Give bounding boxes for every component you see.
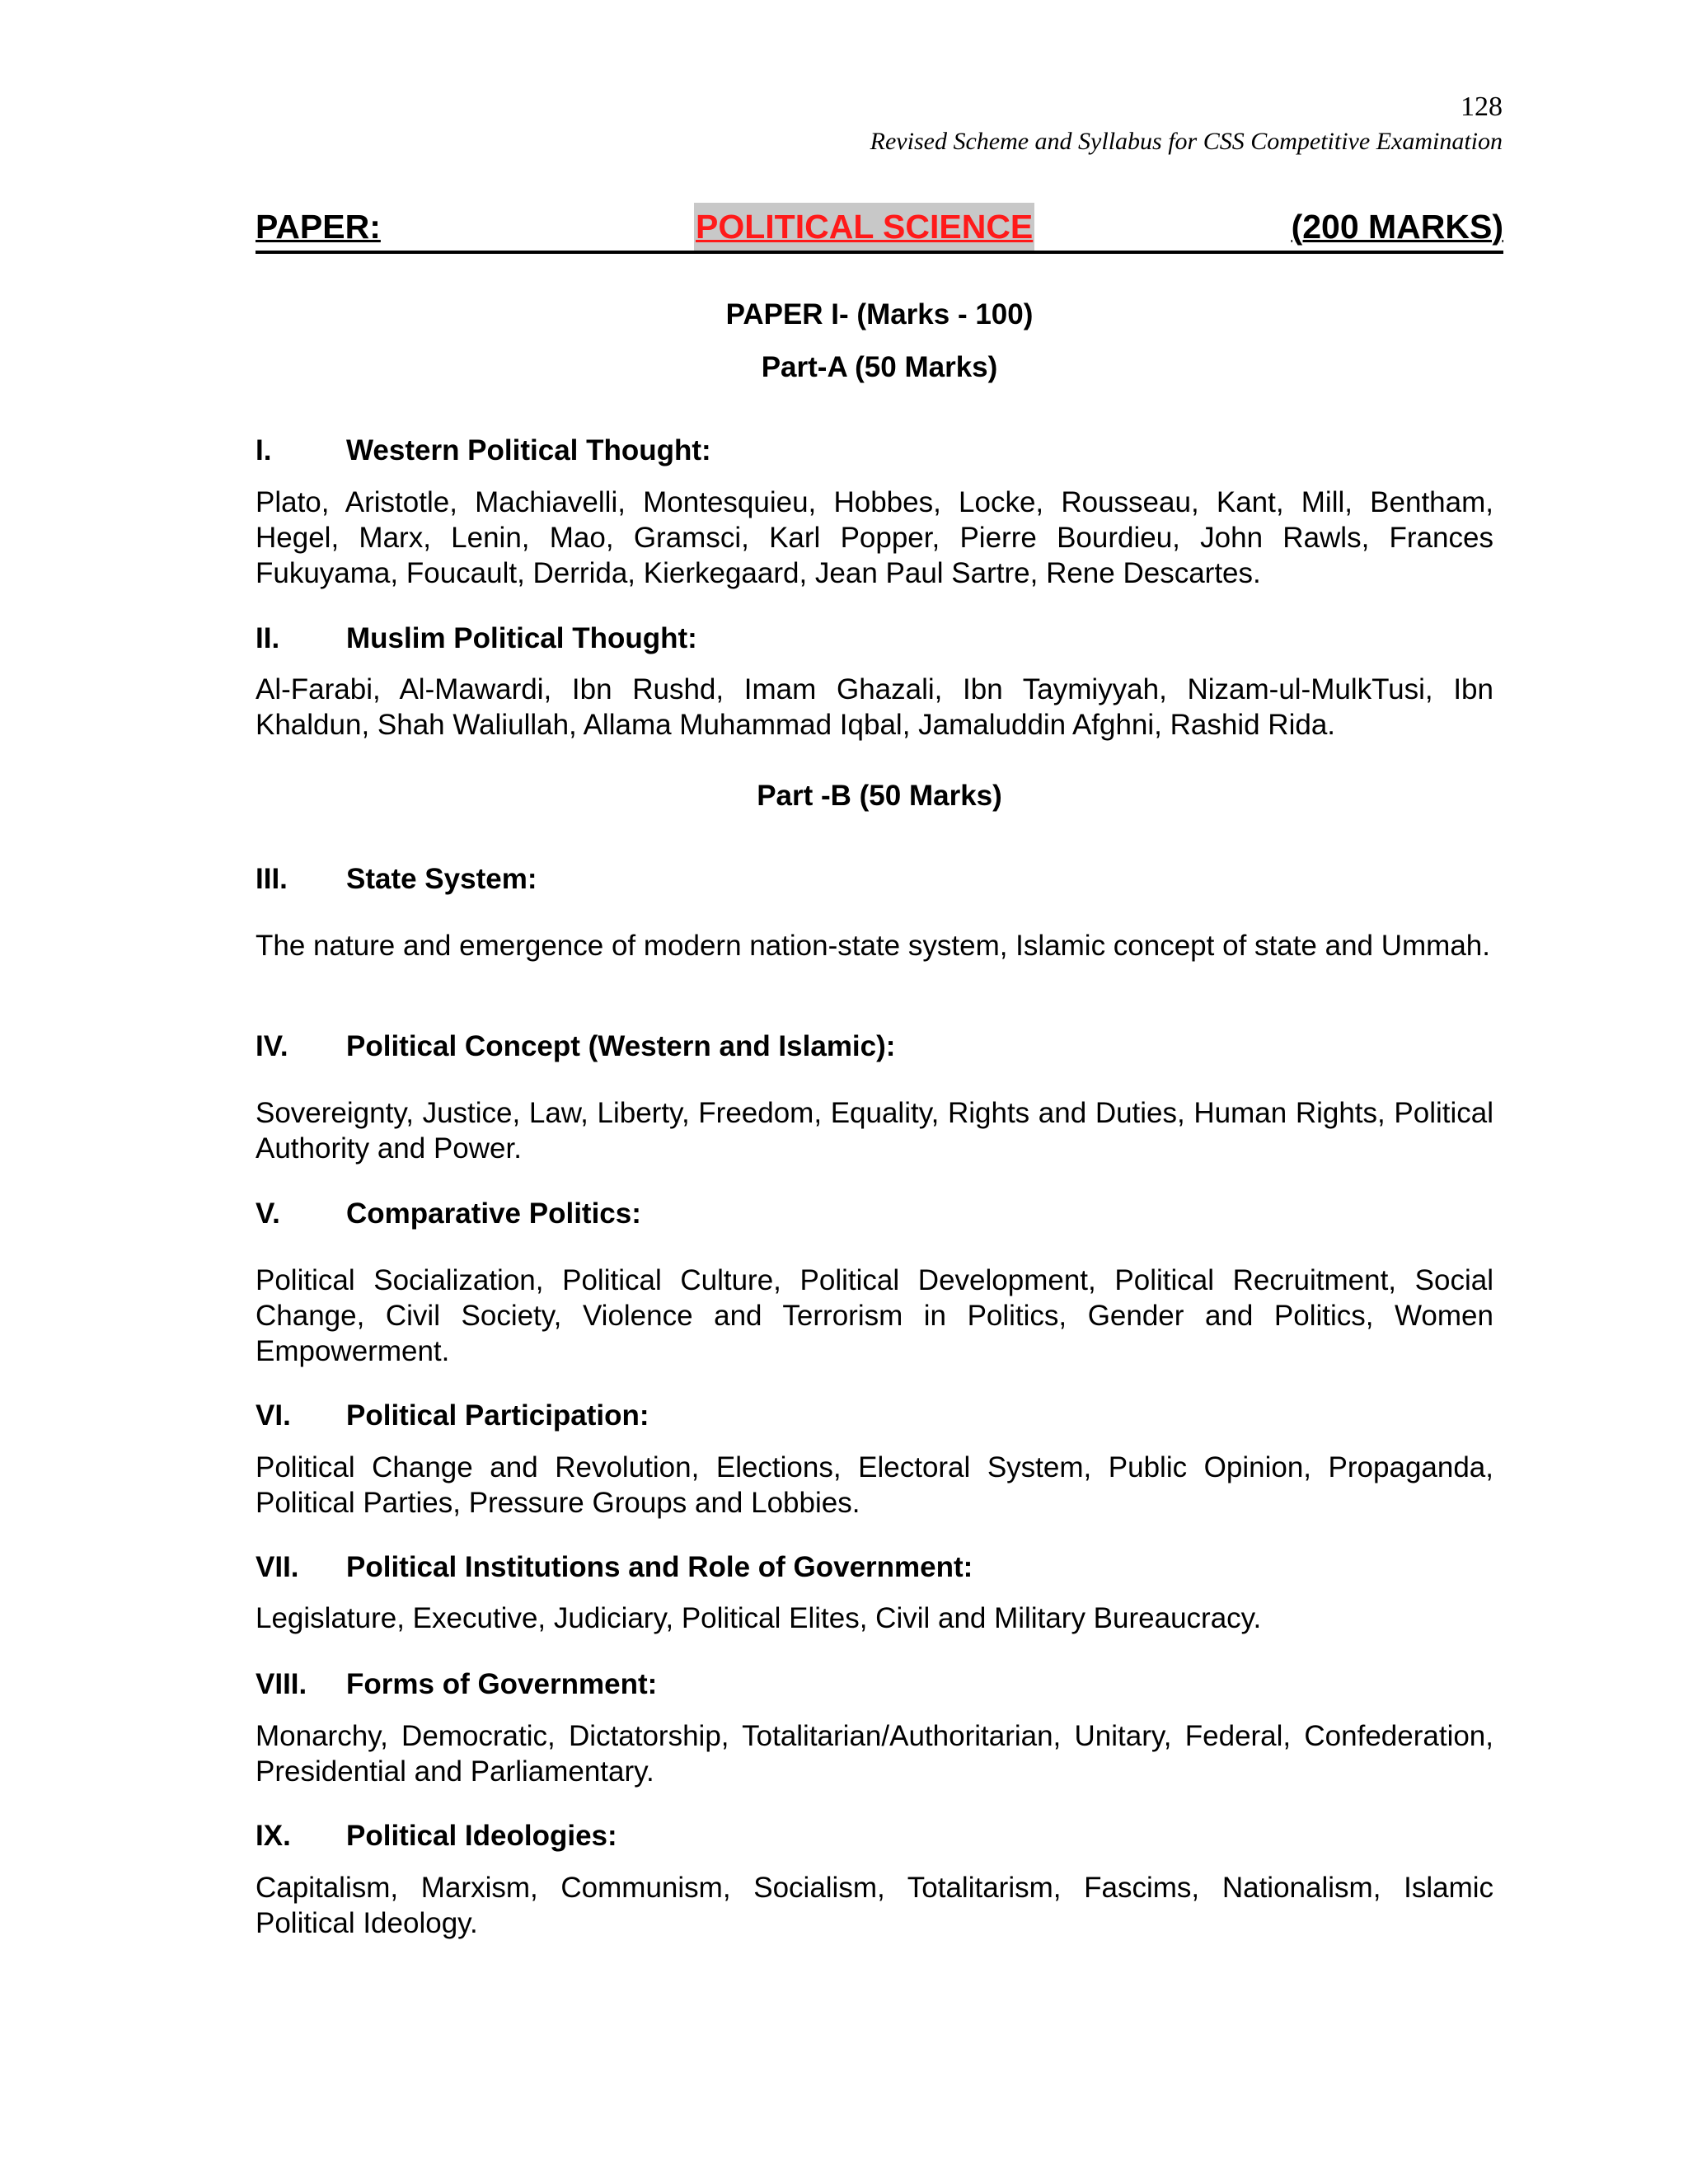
section-number: IX. [256,1820,291,1852]
section-body: Capitalism, Marxism, Communism, Socialism, Totalitarism, Fascims, Nationalism, Islamic Political Ideology. [256,1872,1493,1939]
section-heading [256,1196,641,1232]
section-heading [256,1549,973,1586]
section-heading [256,1818,617,1854]
section-body: The nature and emergence of modern nation-state system, Islamic concept of state and Ummah. [256,930,1490,962]
section-body: Al-Farabi, Al-Mawardi, Ibn Rushd, Imam Ghazali, Ibn Taymiyyah, Nizam-ul-MulkTusi, Ibn Khaldun, Shah Waliullah, Allama Muhammad Iqbal, Jamaluddin Afghni, Rashid Rida. [256,673,1493,741]
paper-title-row [256,203,1503,254]
paper-total-marks: (200 MARKS) [1291,208,1503,246]
section-body: Sovereignty, Justice, Law, Liberty, Freedom, Equality, Rights and Duties, Human Rights, Political Authority and Power. [256,1097,1493,1165]
section-title: Political Ideologies: [346,1820,617,1852]
section-number: V. [256,1197,280,1230]
section-heading [256,1398,649,1434]
paper-one-heading: PAPER I- (Marks - 100) [725,298,1034,330]
section-number: VII. [256,1551,299,1583]
section-body: Plato, Aristotle, Machiavelli, Montesquieu, Hobbes, Locke, Rousseau, Kant, Mill, Bentham, Hegel, Marx, Lenin, Mao, Gramsci, Karl Popper, Pierre Bourdieu, John Rawls, Frances Fukuyama, Foucault, Derrida, Kierkegaard, Jean Paul Sartre, Rene Descartes. [256,486,1493,589]
section-heading [256,621,697,657]
part-b-heading: Part -B (50 Marks) [757,780,1002,812]
section-title: Forms of Government: [346,1668,658,1700]
running-header: Revised Scheme and Syllabus for CSS Competitive Examination [870,128,1503,155]
section-title: State System: [346,863,537,895]
section-number: VIII. [256,1668,307,1700]
section-heading [256,1029,895,1065]
part-a-heading: Part-A (50 Marks) [761,351,998,383]
section-heading [256,1666,657,1703]
section-heading [256,433,711,469]
section-body: Monarchy, Democratic, Dictatorship, Totalitarian/Authoritarian, Unitary, Federal, Confederation, Presidential and Parliamentary. [256,1720,1493,1788]
section-body: Political Change and Revolution, Elections, Electoral System, Public Opinion, Propaganda, Political Parties, Pressure Groups and Lobbies. [256,1451,1493,1519]
paper-subject: POLITICAL SCIENCE [694,203,1034,251]
section-title: Political Participation: [346,1399,649,1432]
section-title: Western Political Thought: [346,434,711,466]
section-title: Political Concept (Western and Islamic): [346,1030,896,1062]
section-body: Legislature, Executive, Judiciary, Political Elites, Civil and Military Bureaucracy. [256,1602,1262,1634]
section-number: IV. [256,1030,288,1062]
section-title: Comparative Politics: [346,1197,641,1230]
section-number: I. [256,434,272,466]
section-title: Muslim Political Thought: [346,622,697,654]
paper-label: PAPER: [256,208,381,246]
section-number: III. [256,863,288,895]
section-body: Political Socialization, Political Culture, Political Development, Political Recruitment, Social Change, Civil Society, Violence and Terrorism in Politics, Gender and Politics, Women Empowerment. [256,1264,1493,1367]
section-title: Political Institutions and Role of Government: [346,1551,973,1583]
page-number: 128 [1461,91,1503,122]
section-number: VI. [256,1399,291,1432]
section-heading [256,861,537,898]
section-number: II. [256,622,280,654]
